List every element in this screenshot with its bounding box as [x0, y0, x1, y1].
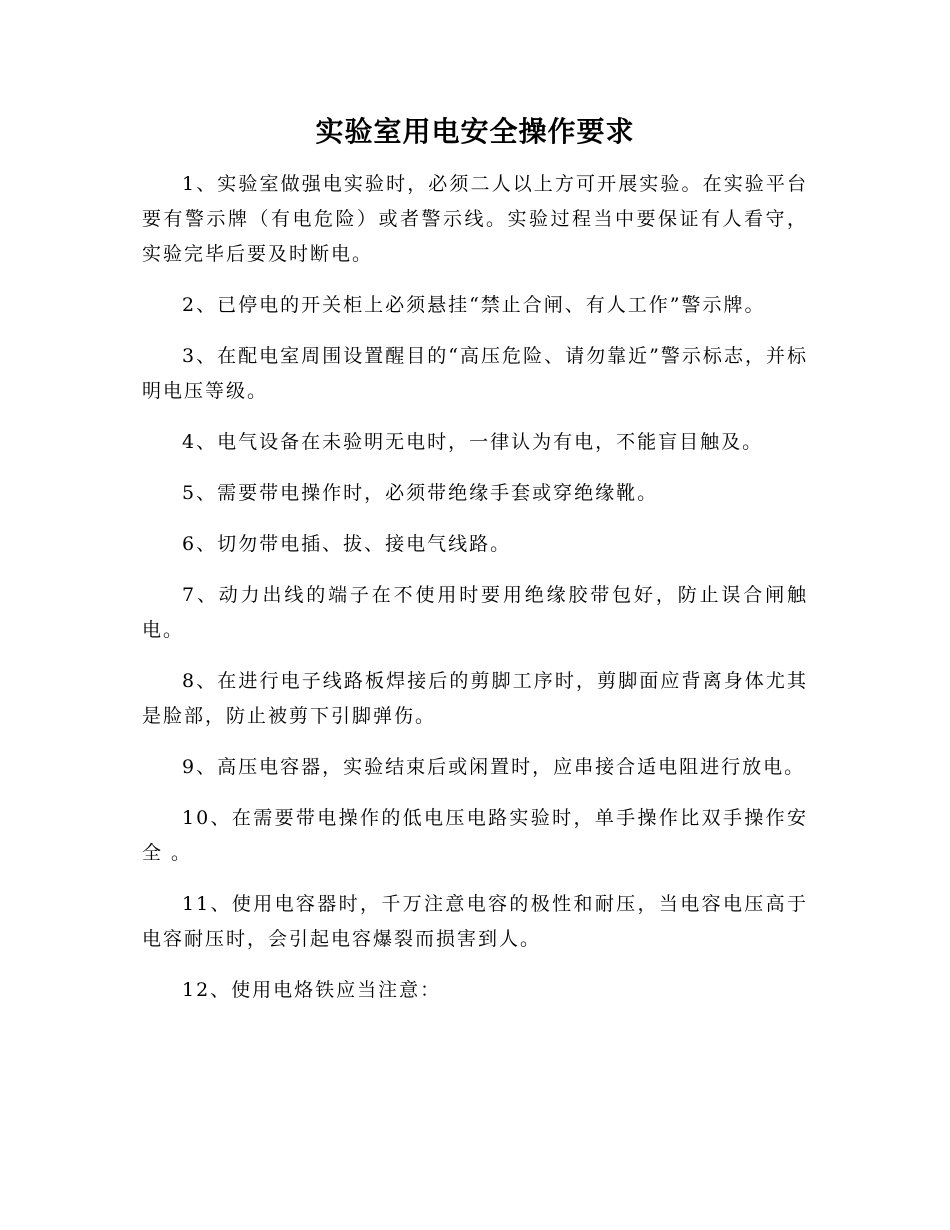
paragraph-5: 5、需要带电操作时，必须带绝缘手套或穿绝缘靴。	[182, 482, 659, 504]
paragraph-10: 10、在需要带电操作的低电压电路实验时，单手操作比双手操作安全 。	[142, 807, 808, 864]
paragraph-3: 3、在配电室周围设置醒目的“高压危险、请勿靠近”警示标志，并标明电压等级。	[142, 345, 808, 402]
paragraph-7: 7、动力出线的端子在不使用时要用绝缘胶带包好，防止误合闸触电。	[142, 584, 808, 641]
paragraph-8: 8、在进行电子线路板焊接后的剪脚工序时，剪脚面应背离身体尤其是脸部，防止被剪下引脚弹伤。	[142, 670, 808, 727]
paragraph-9: 9、高压电容器，实验结束后或闲置时，应串接合适电阻进行放电。	[182, 756, 806, 778]
document-title: 实验室用电安全操作要求	[315, 115, 635, 148]
paragraph-6: 6、切勿带电插、拔、接电气线路。	[182, 533, 512, 555]
paragraph-2: 2、已停电的开关柜上必须悬挂“禁止合闸、有人工作”警示牌。	[182, 294, 766, 316]
paragraph-1: 1、实验室做强电实验时，必须二人以上方可开展实验。在实验平台要有警示牌（有电危险）或者警示线。实验过程当中要保证有人看守，实验完毕后要及时断电。	[142, 173, 808, 265]
paragraph-4: 4、电气设备在未验明无电时，一律认为有电，不能盲目触及。	[182, 431, 764, 453]
paragraph-12: 12、使用电烙铁应当注意：	[182, 979, 442, 1001]
document-body	[142, 167, 808, 1024]
paragraph-11: 11、使用电容器时，千万注意电容的极性和耐压，当电容电压高于电容耐压时，会引起电容爆裂而损害到人。	[142, 893, 808, 950]
